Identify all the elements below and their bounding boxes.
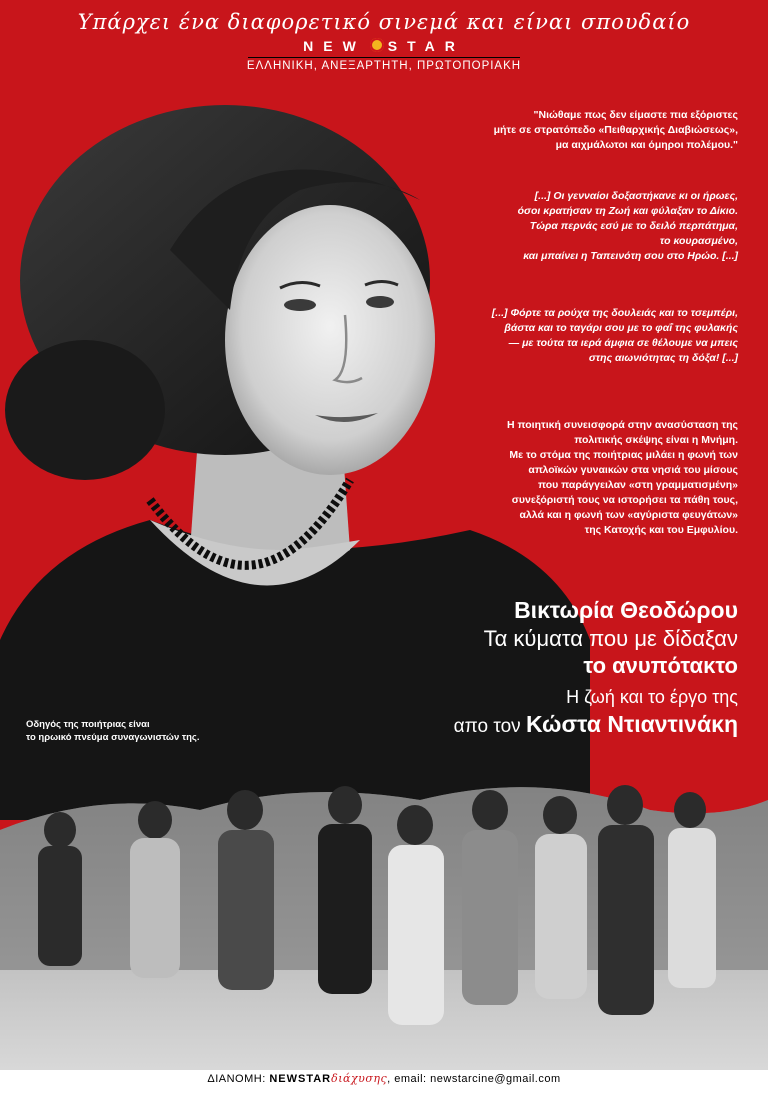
quote-3-line: στης αιωνιότητας τη δόξα! [...]: [588, 352, 738, 364]
quote-2: [448, 189, 738, 264]
description-text: [408, 418, 738, 538]
director-credit: [378, 710, 738, 741]
quote-3-line: — με τούτα τα ιερά άμφια σε θέλουμε να μπεις: [508, 337, 738, 349]
film-title-block: [378, 595, 738, 741]
quote-3-line: βάστα και το ταγάρι σου με το φαΐ της φυλακής: [504, 322, 738, 334]
description-line: που παράγγειλαν «στη γραμματισμένη»: [537, 479, 738, 491]
footer-email: newstarcine@gmail.com: [430, 1073, 561, 1085]
description-line: Με το στόμα της ποιήτριας μιλάει η φωνή των: [509, 449, 738, 461]
brand-divider: [248, 57, 520, 58]
quote-2-line: όσοι κρατήσαν τη Ζωή και φύλαξαν το Δίκιο.: [517, 205, 738, 217]
film-title-line-1: Τα κύματα που με δίδαξαν: [483, 626, 738, 651]
guide-caption: [26, 718, 266, 744]
subject-last-name: Θεοδώρου: [620, 597, 738, 623]
footer-label: ΔΙΑΝΟΜΗ:: [207, 1073, 266, 1085]
brand-subtitle: ΕΛΛΗΝΙΚΗ, ΑΝΕΞΑΡΤΗΤΗ, ΠΡΩΤΟΠΟΡΙΑΚΗ: [246, 60, 522, 72]
quote-2-line: το κουρασμένο,: [659, 235, 738, 247]
footer-brand-suffix: διάχυσης: [331, 1072, 388, 1085]
footer-distribution: [0, 1072, 768, 1085]
description-line: Η ποιητική συνεισφορά στην ανασύσταση της: [507, 419, 738, 431]
guide-line: Οδηγός της ποιήτριας είναι: [26, 719, 150, 730]
director-prefix: απο τον: [453, 716, 521, 737]
quote-2-line: [...] Οι γενναίοι δοξαστήκανε κι οι ήρωες,: [534, 190, 738, 202]
subject-first-name: Βικτωρία: [514, 597, 614, 623]
description-line: απλοϊκών γυναικών στα νησιά του μίσους: [528, 464, 738, 476]
group-photo: [0, 770, 768, 1070]
director-name: Κώστα Ντιαντινάκη: [525, 711, 738, 737]
quote-1-line: "Νιώθαμε πως δεν είμαστε πια εξόριστες: [533, 109, 738, 121]
brand-logo: [0, 38, 768, 54]
film-subtitle: Η ζωή και το έργο της: [566, 687, 738, 707]
star-icon: [370, 38, 384, 52]
brand-left: NEW: [303, 38, 366, 54]
description-line: πολιτικής σκέψης είναι η Μνήμη.: [574, 434, 738, 446]
quote-3: [448, 306, 738, 366]
quote-1-line: μα αιχμάλωτοι και όμηροι πολέμου.": [555, 139, 738, 151]
description-line: συνεξόριστή τους να ιστορήσει τα πάθη τους,: [511, 494, 738, 506]
quote-2-line: και μπαίνει η Ταπεινότη σου στο Ηρώο. [...]: [523, 250, 738, 262]
quote-2-line: Τώρα περνάς εσύ με το δειλό περπάτημα,: [529, 220, 738, 232]
brand-right: STAR: [387, 38, 465, 54]
quote-3-line: [...] Φόρτε τα ρούχα της δουλειάς και το τσεμπέρι,: [491, 307, 738, 319]
description-line: της Κατοχής και του Εμφυλίου.: [584, 524, 738, 536]
footer-brand: NEWSTAR: [269, 1073, 332, 1085]
description-line: αλλά και η φωνή των «αγύριστα φευγάτων»: [519, 509, 738, 521]
subject-name: [378, 595, 738, 625]
film-title-line-2: το ανυπότακτο: [583, 653, 738, 678]
tagline: Υπάρχει ένα διαφορετικό σινεμά και είναι σπουδαίο: [77, 10, 691, 34]
footer-email-label: , email:: [387, 1073, 427, 1085]
quote-1-line: μήτε σε στρατόπεδο «Πειθαρχικής Διαβιώσεως»,: [493, 124, 738, 136]
quote-1: [478, 108, 738, 153]
guide-line: το ηρωικό πνεύμα συναγωνιστών της.: [26, 732, 200, 743]
